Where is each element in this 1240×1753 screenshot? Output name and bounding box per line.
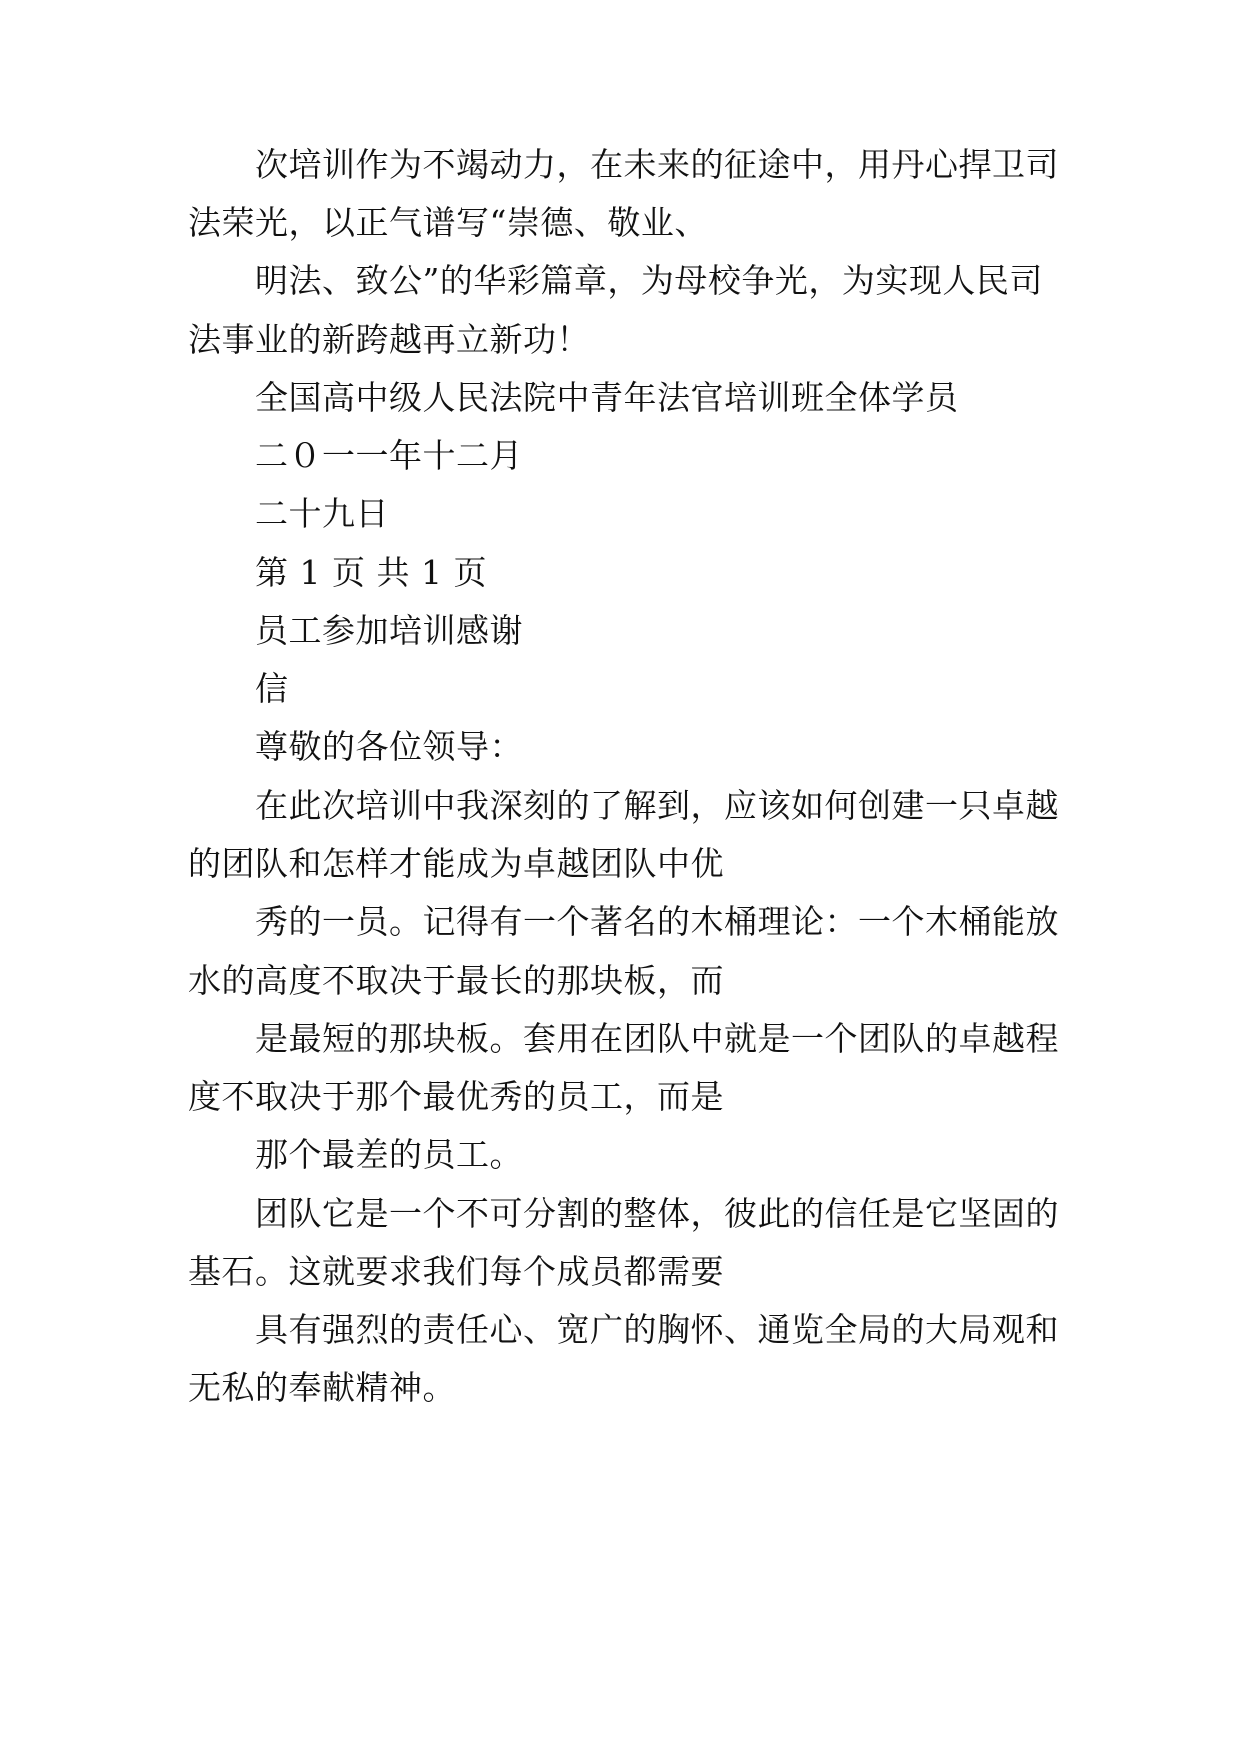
text-line: 度不取决于那个最优秀的员工，而是 xyxy=(188,1077,724,1116)
page-number: 第 1 页 共 1 页 xyxy=(255,553,487,592)
text-line: 是最短的那块板。套用在团队中就是一个团队的卓越程 xyxy=(255,1019,1059,1058)
text-line: 明法、致公”的华彩篇章，为母校争光，为实现人民司 xyxy=(255,261,1043,300)
text-line: 那个最差的员工。 xyxy=(255,1135,523,1174)
text-line: 团队它是一个不可分割的整体，彼此的信任是它坚固的 xyxy=(255,1194,1059,1233)
text-line: 具有强烈的责任心、宽广的胸怀、通览全局的大局观和 xyxy=(255,1310,1059,1349)
letter-title: 员工参加培训感谢 xyxy=(255,611,523,650)
text-line: 次培训作为不竭动力，在未来的征途中，用丹心捍卫司 xyxy=(255,145,1059,184)
text-line: 在此次培训中我深刻的了解到，应该如何创建一只卓越 xyxy=(255,786,1059,825)
text-line: 基石。这就要求我们每个成员都需要 xyxy=(188,1252,724,1291)
text-line: 法荣光，以正气谱写“崇德、敬业、 xyxy=(188,203,708,242)
date-line: 二十九日 xyxy=(255,494,389,533)
text-line: 的团队和怎样才能成为卓越团队中优 xyxy=(188,844,724,883)
salutation: 尊敬的各位领导： xyxy=(255,727,523,766)
text-line: 无私的奉献精神。 xyxy=(188,1368,456,1407)
signature-line: 全国高中级人民法院中青年法官培训班全体学员 xyxy=(255,378,959,417)
text-line: 秀的一员。记得有一个著名的木桶理论：一个木桶能放 xyxy=(255,902,1059,941)
text-line: 法事业的新跨越再立新功！ xyxy=(188,320,590,359)
letter-title: 信 xyxy=(255,669,289,708)
date-line: 二０一一年十二月 xyxy=(255,436,523,475)
text-line: 水的高度不取决于最长的那块板，而 xyxy=(188,961,724,1000)
